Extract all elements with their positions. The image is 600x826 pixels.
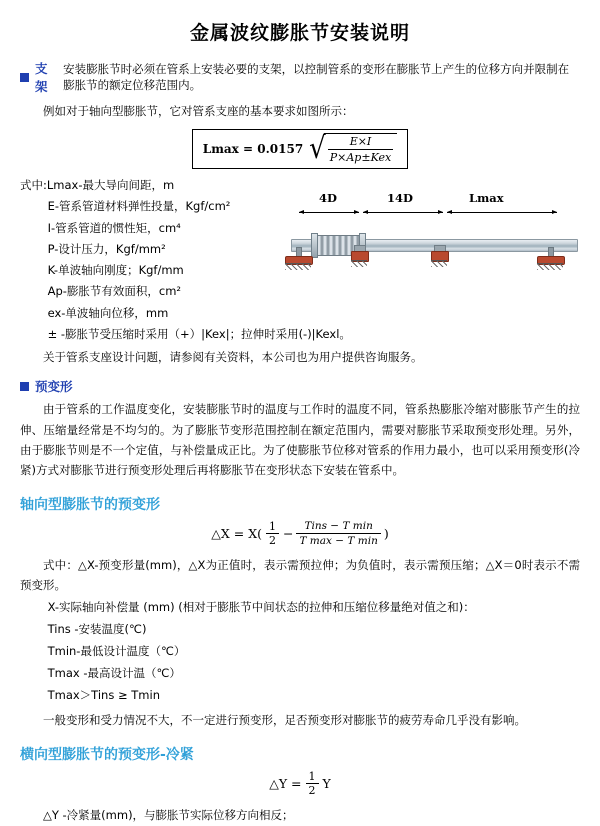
equation-lateral-rhs: Y <box>322 776 331 792</box>
figure-dimension-arrows <box>291 207 580 219</box>
legend-intro: 式中:Lmax-最大导向间距，m <box>20 178 175 193</box>
equation-axial-lhs: △X = X( <box>211 525 262 541</box>
equation-axial-minus: − <box>282 525 294 541</box>
page-title: 金属波纹膨胀节安装说明 <box>189 22 410 44</box>
square-bullet-icon <box>20 382 29 391</box>
subsection-heading-axial: 轴向型膨胀节的预变形 <box>20 496 160 513</box>
section-heading-support <box>20 59 580 95</box>
equation-axial-predeform <box>20 520 580 547</box>
axial-item: Tmax -最高设计温（℃） <box>47 665 181 680</box>
figure-label-4d: 4D <box>319 191 337 206</box>
formula-lmax-numerator: E×I <box>349 135 372 149</box>
equation-axial-half: 1 2 <box>266 520 279 547</box>
support-design-note: 关于管系支座设计问题，请参阅有关资料，本公司也为用户提供咨询服务。 <box>43 350 423 365</box>
section-heading-predeform-label: 预变形 <box>35 379 73 395</box>
legend-item: ± -膨胀节受压缩时采用（+）|Kex|；拉伸时采用(-)|Kexl。 <box>47 326 351 341</box>
formula-lmax <box>20 129 580 169</box>
guide-support-2 <box>431 245 447 267</box>
bellows-end-left <box>311 233 318 258</box>
section-support-paragraph-1-inline: 安装膨胀节时必须在管系上安装必要的支架，以控制管系的变形在膨胀节上产生的位移方向并限制在膨胀节的额定位移范围内。 <box>63 62 570 92</box>
guide-support-1 <box>351 245 367 267</box>
legend-item: E-管系管道材料弹性投量，Kgf/cm² <box>47 199 231 214</box>
equation-lateral-half: $\frac{1}{2}$ <box>306 770 319 797</box>
dimension-arrow-lmax <box>447 212 557 213</box>
legend-figure-block <box>20 175 580 345</box>
radical-sign-icon: √ <box>309 131 326 167</box>
equation-lateral-coldspring <box>20 770 580 797</box>
anchor-support-right <box>537 247 563 269</box>
legend-item: Ap-膨胀节有效面积，cm² <box>47 284 182 299</box>
figure-piping-drawing <box>285 221 580 279</box>
axial-item: X-实际轴向补偿量 (mm) (相对于膨胀节中间状态的拉伸和压缩位移量绝对值之和)： <box>47 600 475 615</box>
anchor-support-left <box>285 247 311 269</box>
square-bullet-icon <box>20 73 29 82</box>
formula-lmax-denominator: P×Ap±Kex <box>329 151 392 165</box>
dimension-arrow-14d <box>363 212 443 213</box>
lateral-note: △Y -冷紧量(mm)，与膨胀节实际位移方向相反； <box>43 808 294 823</box>
axial-item: Tmax＞Tins ≥ Tmin <box>47 687 160 702</box>
axial-item: Tmin-最低设计温度（℃） <box>47 643 186 658</box>
equation-axial-fraction: Tins − T min T max − T min <box>296 520 380 547</box>
figure-dimension-labels <box>291 191 580 207</box>
formula-lmax-radical <box>309 133 397 165</box>
axial-where-intro: 式中：△X-预变形量(mm)，△X为正值时，表示需预拉伸；为负值时，表示需预压缩；△X＝0时表示不需预变形。 <box>20 557 580 592</box>
figure-label-14d: 14D <box>387 191 413 206</box>
equation-axial-rhs: ) <box>383 525 389 541</box>
section-predeform-paragraph-1: 由于管系的工作温度变化，安装膨胀节时的温度与工作时的温度不同，管系热膨胀冷缩对膨胀节产生的拉伸、压缩量经常是不均匀的。为了膨胀节变形范围控制在额定范围内，需要对膨胀节采取预变形处理。另外，由于膨胀节则是不一个定值，与补偿量成正比。为了使膨胀节位移对管系的作用力最小，也可以采用预变形(冷紧)方式对膨胀节进行预变形处理后再将膨胀节在变形状态下安装在管系中。 <box>20 402 580 477</box>
axial-note: 一般变形和受力情况不大，不一定进行预变形，足否预变形对膨胀节的疲劳寿命几乎没有影响。 <box>43 713 526 728</box>
legend-item: P-设计压力，Kgf/mm² <box>47 241 166 256</box>
formula-lmax-lead: Lmax = 0.0157 <box>202 142 304 157</box>
section-support-paragraph-2: 例如对于轴向型膨胀节，它对管系支座的基本要求如图所示： <box>43 104 354 118</box>
legend-item: K-单波轴向刚度；Kgf/mm <box>47 263 184 278</box>
equation-lateral-lhs: △Y = <box>269 776 302 792</box>
figure-axial-support-layout <box>285 175 580 279</box>
section-heading-support-label: 支架 <box>35 61 48 94</box>
axial-item: Tins -安装温度(℃) <box>47 621 147 636</box>
dimension-arrow-4d <box>299 212 359 213</box>
section-heading-predeform <box>20 377 580 395</box>
legend-item: I-管系管道的惯性矩，cm⁴ <box>47 220 181 235</box>
subsection-heading-lateral: 横向型膨胀节的预变形-冷紧 <box>20 747 194 764</box>
legend-item: ex-单波轴向位移，mm <box>47 305 169 320</box>
figure-label-lmax: Lmax <box>469 191 504 206</box>
